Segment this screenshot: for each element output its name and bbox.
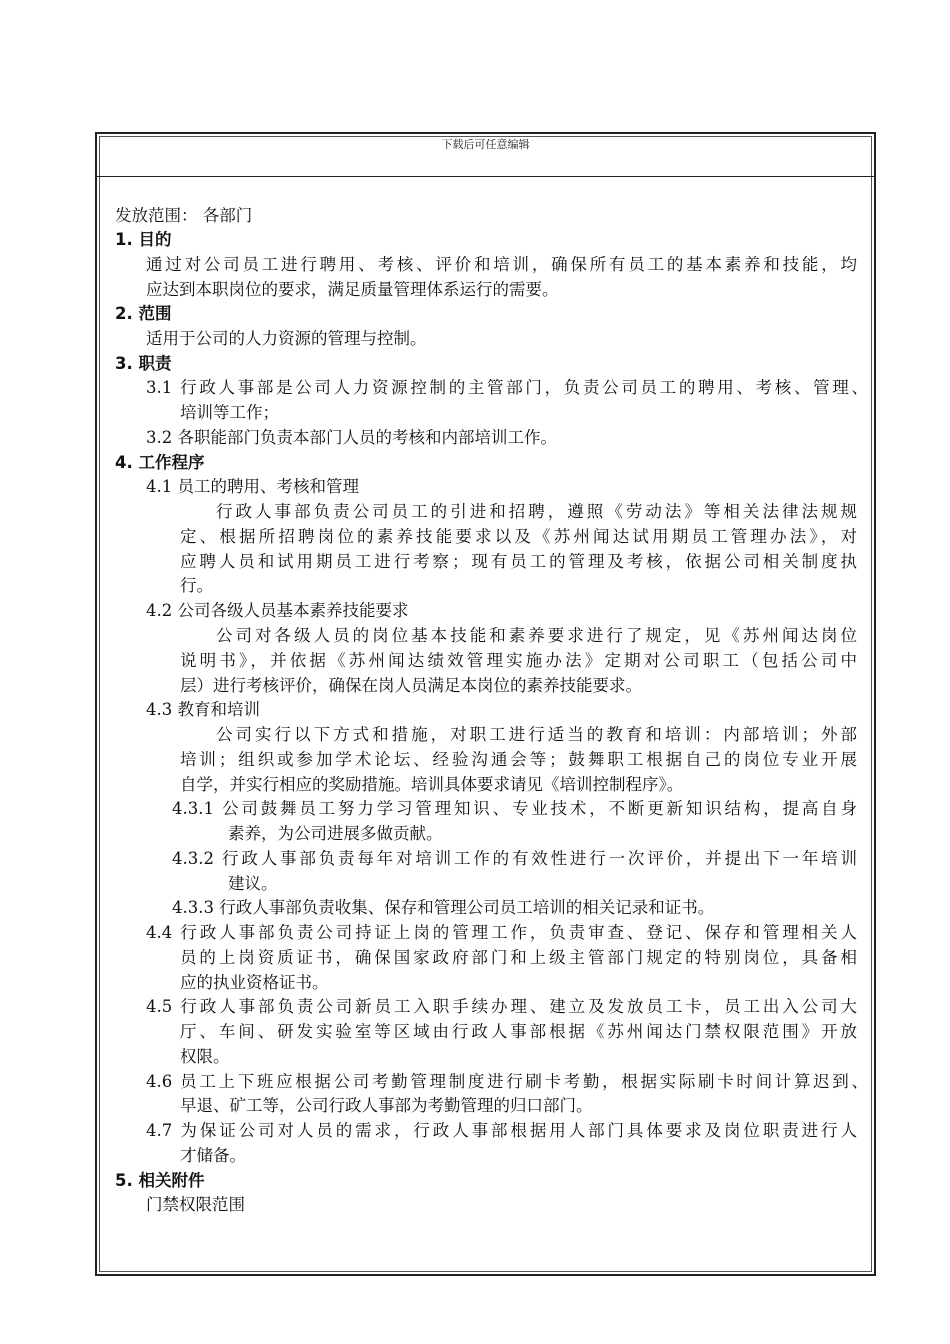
- section-3-title: 3. 职责: [115, 354, 172, 373]
- item-4-2-heading: 4.2 公司各级人员基本素养技能要求: [146, 601, 409, 620]
- item-4-3-line: 公司实行以下方式和措施，对职工进行适当的教育和培训：内部培训；外部: [216, 725, 857, 744]
- item-4-5-line: 厅、车间、研发实验室等区域由行政人事部根据《苏州闻达门禁权限范围》开放: [180, 1022, 857, 1041]
- section-1-line: 应达到本职岗位的要求，满足质量管理体系运行的需要。: [146, 280, 559, 299]
- section-5-title: 5. 相关附件: [115, 1171, 205, 1190]
- item-4-2-line: 层）进行考核评价，确保在岗人员满足本岗位的素养技能要求。: [180, 676, 642, 695]
- section-4-title: 4. 工作程序: [115, 453, 205, 472]
- item-3-2: 3.2 各职能部门负责本部门人员的考核和内部培训工作。: [146, 428, 557, 447]
- section-2-title: 2. 范围: [115, 304, 172, 323]
- item-4-5-line: 权限。: [180, 1047, 230, 1066]
- item-4-1-line: 应聘人员和试用期员工进行考察；现有员工的管理及考核，依据公司相关制度执: [180, 552, 857, 571]
- item-4-5-line: 4.5 行政人事部负责公司新员工入职手续办理、建立及发放员工卡，员工出入公司大: [146, 997, 857, 1016]
- item-4-3-3: 4.3.3 行政人事部负责收集、保存和管理公司员工培训的相关记录和证书。: [172, 898, 715, 917]
- item-4-2-line: 公司对各级人员的岗位基本技能和素养要求进行了规定，见《苏州闻达岗位: [216, 626, 857, 645]
- item-4-6-line: 早退、矿工等，公司行政人事部为考勤管理的归口部门。: [180, 1096, 593, 1115]
- item-4-3-2-line: 4.3.2 行政人事部负责每年对培训工作的有效性进行一次评价，并提出下一年培训: [172, 849, 857, 868]
- item-4-1-heading: 4.1 员工的聘用、考核和管理: [146, 477, 359, 496]
- item-4-3-1-line: 4.3.1 公司鼓舞员工努力学习管理知识、专业技术，不断更新知识结构，提高自身: [172, 799, 857, 818]
- item-3-1-line: 3.1 行政人事部是公司人力资源控制的主管部门，负责公司员工的聘用、考核、管理、: [146, 378, 868, 397]
- section-1-title: 1. 目的: [115, 230, 172, 249]
- section-2-line: 适用于公司的人力资源的管理与控制。: [146, 329, 427, 348]
- item-4-6-line: 4.6 员工上下班应根据公司考勤管理制度进行刷卡考勤，根据实际刷卡时间计算迟到、: [146, 1072, 868, 1091]
- item-4-7-line: 4.7 为保证公司对人员的需求，行政人事部根据用人部门具体要求及岗位职责进行人: [146, 1121, 857, 1140]
- item-4-3-line: 培训；组织或参加学术论坛、经验沟通会等；鼓舞职工根据自己的岗位专业开展: [180, 750, 857, 769]
- item-3-1-line: 培训等工作；: [180, 403, 279, 422]
- distribution-scope: 发放范围： 各部门: [115, 206, 253, 225]
- item-4-7-line: 才储备。: [180, 1146, 246, 1165]
- item-4-4-line: 4.4 行政人事部负责公司持证上岗的管理工作，负责审查、登记、保存和管理相关人: [146, 923, 857, 942]
- item-4-3-2-line: 建议。: [228, 874, 278, 893]
- item-4-3-heading: 4.3 教育和培训: [146, 700, 260, 719]
- item-4-2-line: 说明书》，并依据《苏州闻达绩效管理实施办法》定期对公司职工（包括公司中: [180, 651, 857, 670]
- header-divider: [97, 176, 876, 177]
- section-1-line: 通过对公司员工进行聘用、考核、评价和培训，确保所有员工的基本素养和技能，均: [146, 255, 857, 274]
- item-4-3-1-line: 素养，为公司进展多做贡献。: [228, 824, 443, 843]
- item-4-4-line: 应的执业资格证书。: [180, 973, 329, 992]
- item-4-1-line: 行政人事部负责公司员工的引进和招聘，遵照《劳动法》等相关法律法规规: [216, 502, 857, 521]
- item-4-3-line: 自学，并实行相应的奖励措施。培训具体要求请见《培训控制程序》。: [180, 775, 684, 794]
- section-5-line: 门禁权限范围: [146, 1195, 245, 1214]
- item-4-1-line: 行。: [180, 576, 213, 595]
- header-note: 下载后可任意编辑: [441, 138, 530, 151]
- item-4-1-line: 定、根据所招聘岗位的素养技能要求以及《苏州闻达试用期员工管理办法》，对: [180, 527, 857, 546]
- item-4-4-line: 员的上岗资质证书，确保国家政府部门和上级主管部门规定的特别岗位，具备相: [180, 948, 857, 967]
